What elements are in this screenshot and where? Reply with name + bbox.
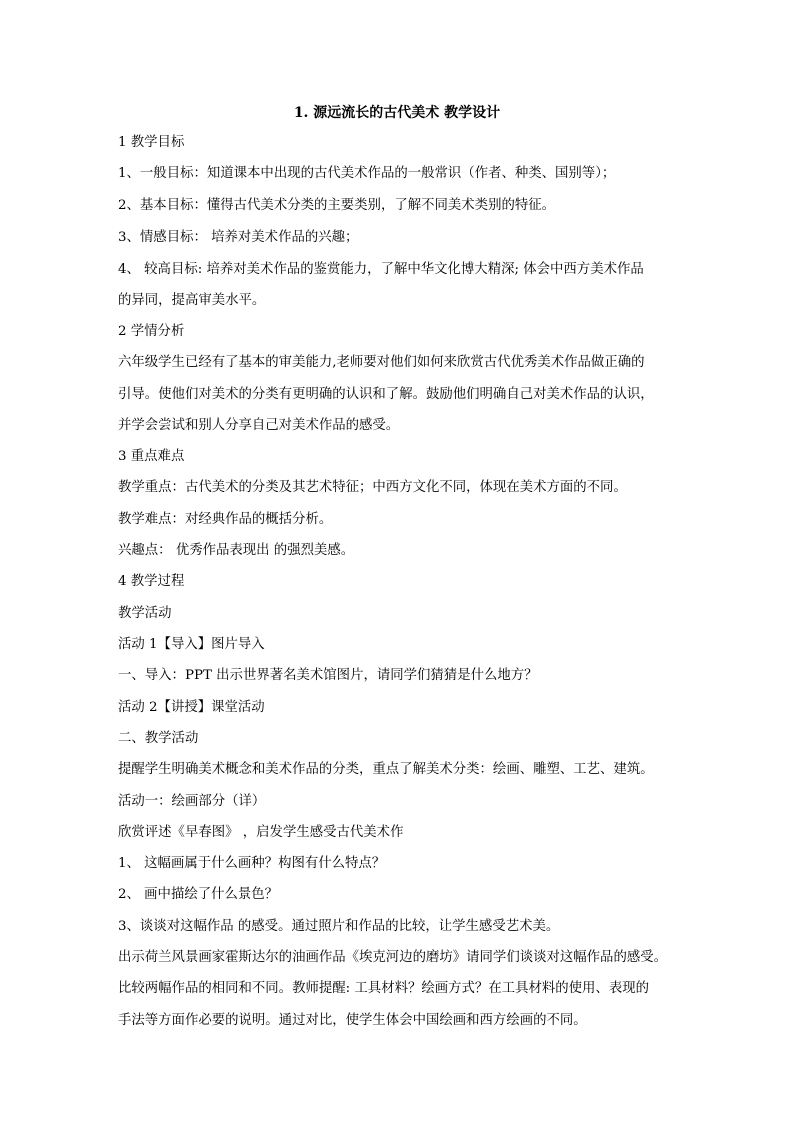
section-heading-process: 4 教学过程 [118, 574, 185, 589]
objective-advanced-cont: 的异同，提高审美水平。 [118, 293, 266, 308]
painting-question-1: 1、 这幅画属于什么画种？构图有什么特点？ [118, 856, 386, 871]
activity-1-heading: 活动 1【导入】图片导入 [118, 637, 265, 652]
painting-appreciation: 欣赏评述《早春图》 ，启发学生感受古代美术作 [118, 825, 404, 840]
comparison-line-1: 出示荷兰风景画家霍斯达尔的油画作品《埃克河边的磨坊》请同学们谈谈对这幅作品的感受。 [118, 950, 668, 965]
comparison-line-3: 手法等方面作必要的说明。通过对比，使学生体会中国绘画和西方绘画的不同。 [118, 1013, 587, 1028]
teaching-activity-heading: 二、教学活动 [118, 731, 199, 746]
section-heading-objectives: 1 教学目标 [118, 135, 185, 150]
painting-section-heading: 活动一：绘画部分（详） [118, 794, 266, 809]
document-title: 1. 源远流长的古代美术 教学设计 [293, 105, 501, 121]
key-point-difficulty: 教学难点：对经典作品的概括分析。 [118, 512, 333, 527]
section-heading-analysis: 2 学情分析 [118, 324, 185, 339]
activity-1-text: 一、导入：PPT 出示世界著名美术馆图片，请同学们猜猜是什么地方？ [118, 668, 538, 683]
objective-emotional: 3、情感目标： 培养对美术作品的兴趣； [118, 230, 359, 245]
analysis-line-2: 引导。使他们对美术的分类有更明确的认识和了解。鼓励他们明确自己对美术作品的认识， [118, 387, 654, 402]
key-point-focus: 教学重点：古代美术的分类及其艺术特征；中西方文化不同，体现在美术方面的不同。 [118, 480, 627, 495]
process-activities: 教学活动 [118, 606, 172, 621]
objective-basic: 2、基本目标：懂得古代美术分类的主要类别，了解不同美术类别的特征。 [118, 198, 556, 213]
key-point-interest: 兴趣点： 优秀作品表现出 的强烈美感。 [118, 543, 355, 558]
objective-general: 1、一般目标：知道课本中出现的古代美术作品的一般常识（作者、种类、国别等）； [118, 166, 616, 181]
painting-question-2: 2、 画中描绘了什么景色？ [118, 887, 279, 902]
painting-question-3: 3、谈谈对这幅作品 的感受。通过照片和作品的比较，让学生感受艺术美。 [118, 919, 560, 934]
comparison-line-2: 比较两幅作品的相同和不同。教师提醒: 工具材料？绘画方式？在工具材料的使用、表现的 [118, 981, 649, 996]
analysis-line-3: 并学会尝试和别人分享自己对美术作品的感受。 [118, 418, 400, 433]
objective-advanced: 4、 较高目标: 培养对美术作品的鉴赏能力，了解中华文化博大精深; 体会中西方美术作品 [118, 262, 644, 277]
teaching-activity-intro: 提醒学生明确美术概念和美术作品的分类，重点了解美术分类：绘画、雕塑、工艺、建筑。 [118, 762, 654, 777]
section-heading-key-points: 3 重点难点 [118, 449, 185, 464]
analysis-line-1: 六年级学生已经有了基本的审美能力,老师要对他们如何来欣赏古代优秀美术作品做正确的 [118, 355, 645, 370]
activity-2-heading: 活动 2【讲授】课堂活动 [118, 700, 265, 715]
